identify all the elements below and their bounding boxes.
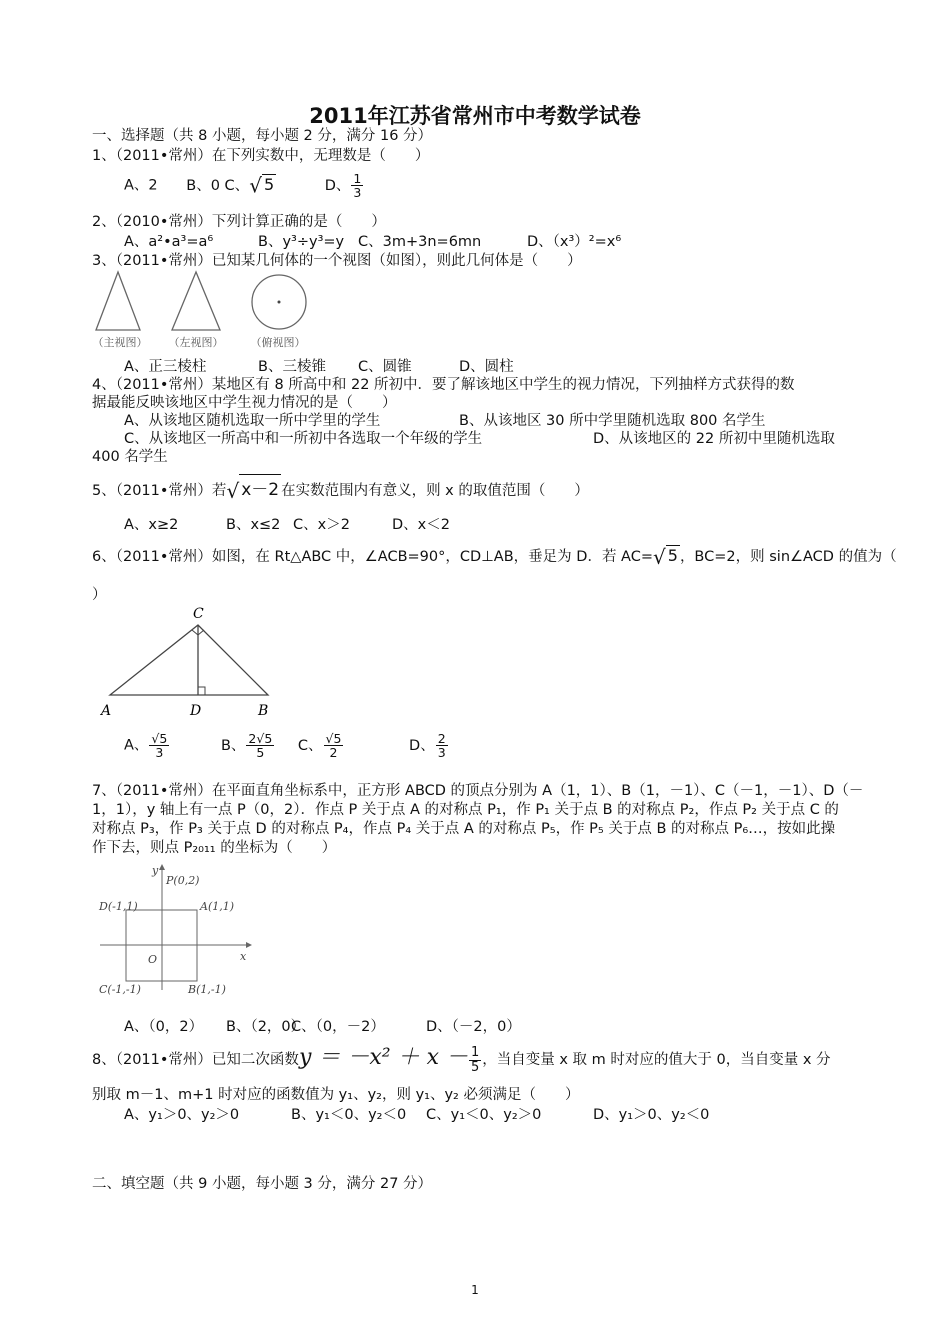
label-p: P(0,2)	[166, 874, 200, 887]
question-8-stem: 8、（2011•常州）已知二次函数y ＝ －x² ＋ x － $\frac{1}{5}$ ，当自变量 x 取 m 时对应的值大于 0，当自变量 x 分	[92, 1044, 831, 1075]
sqrt-icon: √	[653, 545, 666, 569]
page-number: 1	[471, 1283, 479, 1297]
question-1-stem: 1、（2011•常州）在下列实数中，无理数是（ ）	[92, 148, 430, 164]
question-4-option-d: D、从该地区的 22 所初中里随机选取	[593, 431, 835, 447]
question-7-option-d: D、（－2，0）	[426, 1019, 521, 1035]
question-2-option-d: D、（x³）²=x⁶	[527, 234, 622, 250]
question-7-option-c: C、（0，－2）	[291, 1019, 385, 1035]
fraction: $\frac{2√5}{5}$	[248, 731, 273, 761]
sqrt-icon: √	[249, 173, 262, 198]
fraction: $\frac{√5}{3}$	[151, 731, 168, 761]
question-2-option-c: C、3m+3n=6mn	[358, 234, 482, 250]
label-d: D(-1,1)	[99, 900, 138, 913]
section-heading-fill: 二、填空题（共 9 小题，每小题 3 分，满分 27 分）	[92, 1176, 433, 1192]
x-axis-arrow	[246, 942, 252, 948]
triangle-abc	[110, 625, 268, 695]
question-6-stem: 6、（2011•常州）如图，在 Rt△ABC 中，∠ACB=90°，CD⊥AB，垂足为 D．若 AC=√ 5 ，BC=2，则 sin∠ACD 的值为（	[92, 545, 897, 569]
question-2-stem: 2、（2010•常州）下列计算正确的是（ ）	[92, 214, 386, 230]
label-front: （主视图）	[92, 336, 148, 349]
radicand: 5	[263, 174, 275, 194]
coordinate-figure	[96, 860, 258, 1000]
question-1-options	[124, 172, 364, 204]
radicand: 5	[667, 546, 678, 565]
y-axis-arrow	[159, 864, 165, 870]
question-5-option-c: C、x＞2	[293, 517, 350, 533]
label-y: y	[152, 864, 159, 877]
option-d: D、	[324, 177, 351, 194]
label-d: D	[190, 703, 202, 719]
question-5-option-d: D、x＜2	[392, 517, 450, 533]
question-8-line2: 别取 m－1、m+1 时对应的函数值为 y₁、y₂，则 y₁、y₂ 必须满足（ ）	[92, 1087, 580, 1103]
label-b: B(1,-1)	[188, 983, 226, 996]
question-4-line2: 据最能反映该地区中学生视力情况的是（ ）	[92, 395, 397, 411]
label-a: A(1,1)	[200, 900, 235, 913]
option-bc: B、0 C、	[186, 177, 250, 194]
radicand: x－2	[239, 474, 281, 500]
question-4-option-a: A、从该地区随机选取一所中学里的学生	[124, 413, 381, 429]
question-7-line4: 作下去，则点 P₂₀₁₁ 的坐标为（ ）	[92, 840, 337, 856]
formula: y ＝ －x² ＋ x －	[298, 1045, 468, 1070]
question-3-stem: 3、（2011•常州）已知某几何体的一个视图（如图），则此几何体是（ ）	[92, 253, 582, 269]
question-5-stem: 5、（2011•常州）若√ x－2 在实数范围内有意义，则 x 的取值范围（ ）	[92, 474, 589, 504]
triangle-figure	[95, 603, 280, 720]
side-view-triangle	[172, 272, 220, 330]
label-x: x	[240, 950, 247, 963]
question-4-line1: 4、（2011•常州）某地区有 8 所高中和 22 所初中．要了解该地区中学生的视力情况，下列抽样方式获得的数	[92, 377, 795, 393]
question-5-option-a: A、x≥2	[124, 517, 179, 533]
section-heading-choice: 一、选择题（共 8 小题，每小题 2 分，满分 16 分）	[92, 128, 433, 144]
top-view-center	[278, 301, 281, 304]
question-3-option-c: C、圆锥	[358, 359, 412, 375]
question-3-option-b: B、三棱锥	[258, 359, 326, 375]
sqrt-icon: √	[226, 479, 240, 503]
three-views-figure	[88, 268, 318, 350]
question-4-option-b: B、从该地区 30 所中学里随机选取 800 名学生	[459, 413, 766, 429]
label-c: C(-1,-1)	[99, 983, 141, 996]
option-a: A、2	[124, 177, 158, 194]
right-angle-mark-d	[198, 687, 205, 695]
fraction: $\frac{√5}{2}$	[325, 731, 342, 761]
fraction: $\frac{1}{5}$	[470, 1044, 480, 1075]
question-6-close-paren: ）	[92, 587, 107, 603]
question-8-option-a: A、y₁＞0、y₂＞0	[124, 1107, 240, 1123]
question-8-option-b: B、y₁＜0、y₂＜0	[291, 1107, 407, 1123]
question-7-line1: 7、（2011•常州）在平面直角坐标系中，正方形 ABCD 的顶点分别为 A（1，1）、B（1，－1）、C（－1，－1）、D（－	[92, 783, 864, 799]
front-view-triangle	[96, 272, 140, 330]
label-o: O	[148, 953, 158, 966]
label-side: （左视图）	[168, 336, 224, 349]
question-3-option-d: D、圆柱	[459, 359, 514, 375]
fraction: $\frac{1}{3}$	[353, 171, 362, 201]
question-8-option-c: C、y₁＜0、y₂＞0	[426, 1107, 542, 1123]
question-3-option-a: A、正三棱柱	[124, 359, 207, 375]
question-8-option-d: D、y₁＞0、y₂＜0	[593, 1107, 710, 1123]
label-b: B	[258, 703, 269, 719]
question-4-option-d-cont: 400 名学生	[92, 449, 168, 465]
question-7-line3: 对称点 P₃，作 P₃ 关于点 D 的对称点 P₄，作点 P₄ 关于点 A 的对称点 P₅，作 P₅ 关于点 B 的对称点 P₆…，按如此操	[92, 821, 836, 837]
question-7-line2: 1，1），y 轴上有一点 P（0，2）．作点 P 关于点 A 的对称点 P₁，作 P₁ 关于点 B 的对称点 P₂，作点 P₂ 关于点 C 的	[92, 802, 839, 818]
label-top: （俯视图）	[250, 336, 306, 349]
fraction: $\frac{2}{3}$	[437, 731, 446, 761]
question-6-options: A、 $\frac{√5}{3}$ B、 $\frac{2√5}{5}$ C、 $\frac{√5}{2}$ D、 $\frac{2}{3}$	[124, 731, 446, 761]
label-a: A	[101, 703, 112, 719]
page-title: 2011年江苏省常州市中考数学试卷	[309, 104, 641, 128]
question-2-option-a: A、a²•a³=a⁶	[124, 234, 214, 250]
question-4-option-c: C、从该地区一所高中和一所初中各选取一个年级的学生	[124, 431, 483, 447]
label-c: C	[193, 606, 204, 622]
question-7-option-b: B、（2，0）	[226, 1019, 306, 1035]
question-7-option-a: A、（0，2）	[124, 1019, 204, 1035]
question-2-option-b: B、y³÷y³=y	[258, 234, 345, 250]
question-5-option-b: B、x≤2	[226, 517, 281, 533]
